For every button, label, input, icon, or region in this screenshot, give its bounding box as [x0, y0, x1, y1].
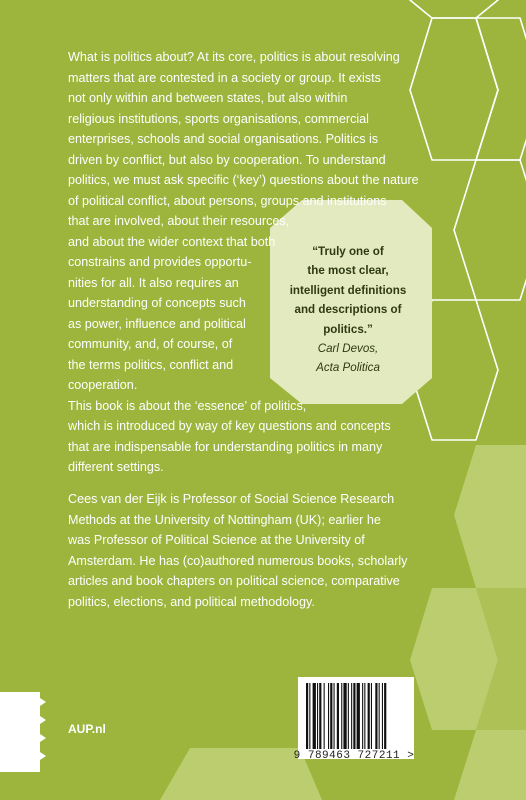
barcode-bar — [351, 683, 352, 749]
text-line: articles and book chapters on political science, comparative — [68, 574, 400, 588]
barcode-bar — [353, 683, 355, 749]
quote-attribution: Carl Devos, — [317, 342, 379, 356]
text-line: of political conflict, about persons, groups and institutions — [68, 193, 387, 208]
barcode-bar — [334, 683, 335, 749]
barcode — [298, 677, 414, 759]
text-line: religious institutions, sports organisations, commercial — [68, 111, 369, 126]
text-line: matters that are contested in a society or group. It exists — [68, 70, 381, 85]
hexagon-outline — [454, 160, 526, 300]
barcode-bar — [379, 683, 380, 749]
barcode-bar — [324, 683, 325, 749]
text-line: driven by conflict, but also by cooperation. To understand — [68, 152, 386, 167]
hexagon-light — [454, 730, 526, 800]
barcode-bar — [375, 683, 377, 749]
text-line: Amsterdam. He has (co)authored numerous books, scholarly — [68, 553, 408, 568]
text-line: was Professor of Political Science at the University of — [68, 533, 365, 547]
barcode-bar — [348, 683, 349, 749]
hexagon-outline — [410, 0, 498, 18]
text-line: Methods at the University of Nottingham (UK); earlier he — [68, 512, 381, 527]
text-line: This book is about the ‘essence’ of politics, — [68, 398, 307, 413]
text-line: as power, influence and political — [68, 316, 246, 331]
barcode-bar — [384, 683, 386, 749]
barcode-bar — [328, 683, 329, 749]
text-line: and about the wider context that both — [68, 234, 276, 249]
barcode-icon — [306, 683, 406, 751]
quote-line: “Truly one of — [312, 245, 384, 258]
text-line: Cees van der Eijk is Professor of Social Science Research — [68, 492, 395, 506]
text-line: What is politics about? At its core, politics is about resolving — [68, 50, 400, 64]
text-line: politics, elections, and political methodology. — [68, 594, 315, 609]
author-bio — [68, 489, 407, 612]
barcode-bar — [309, 683, 310, 749]
barcode-bar — [306, 683, 308, 749]
quote-line: politics.” — [323, 322, 373, 336]
quote-line: intelligent definitions — [289, 283, 407, 297]
text-line: cooperation. — [68, 378, 138, 392]
text-line: that are involved, about their resources, — [68, 214, 290, 228]
publisher-website[interactable]: AUP.nl — [68, 722, 106, 736]
text-line: which is introduced by way of key questions and concepts — [68, 419, 391, 433]
barcode-bar — [362, 683, 363, 749]
hexagon-outline — [410, 18, 498, 160]
text-line: the terms politics, conflict and — [68, 357, 234, 372]
hexagon-light — [454, 445, 526, 588]
barcode-bar — [368, 683, 370, 749]
review-quote — [272, 242, 424, 378]
text-line: nities for all. It also requires an — [68, 275, 239, 290]
text-line: not only within and between states, but also within — [68, 91, 348, 105]
text-line: politics, we must ask specific (‘key’) questions about the nature — [68, 173, 419, 187]
quote-attribution: Acta Politica — [316, 361, 380, 375]
text-line: enterprises, schools and social organisations. Politics is — [68, 132, 379, 146]
barcode-bar — [371, 683, 372, 749]
text-line: constrains and provides opportu- — [68, 255, 252, 269]
barcode-bar — [337, 683, 339, 749]
barcode-bar — [341, 683, 342, 749]
barcode-bar — [364, 683, 365, 749]
quote-line: and descriptions of — [294, 303, 402, 317]
page-edge-icon — [0, 692, 47, 772]
text-line: community, and, of course, of — [68, 337, 233, 351]
text-line: that are indispensable for understanding politics in many — [68, 439, 383, 454]
barcode-bar — [343, 683, 346, 749]
text-line: different settings. — [68, 460, 164, 474]
barcode-bar — [319, 683, 321, 749]
barcode-bar — [317, 683, 318, 749]
isbn-digits: 9 789463 727211 > — [293, 750, 415, 762]
quote-line: the most clear, — [307, 264, 389, 278]
barcode-bar — [382, 683, 383, 749]
barcode-bar — [357, 683, 360, 749]
hexagon-outline — [476, 18, 526, 160]
barcode-bar — [313, 683, 316, 749]
barcode-bar — [330, 683, 332, 749]
text-line: understanding of concepts such — [68, 296, 246, 310]
